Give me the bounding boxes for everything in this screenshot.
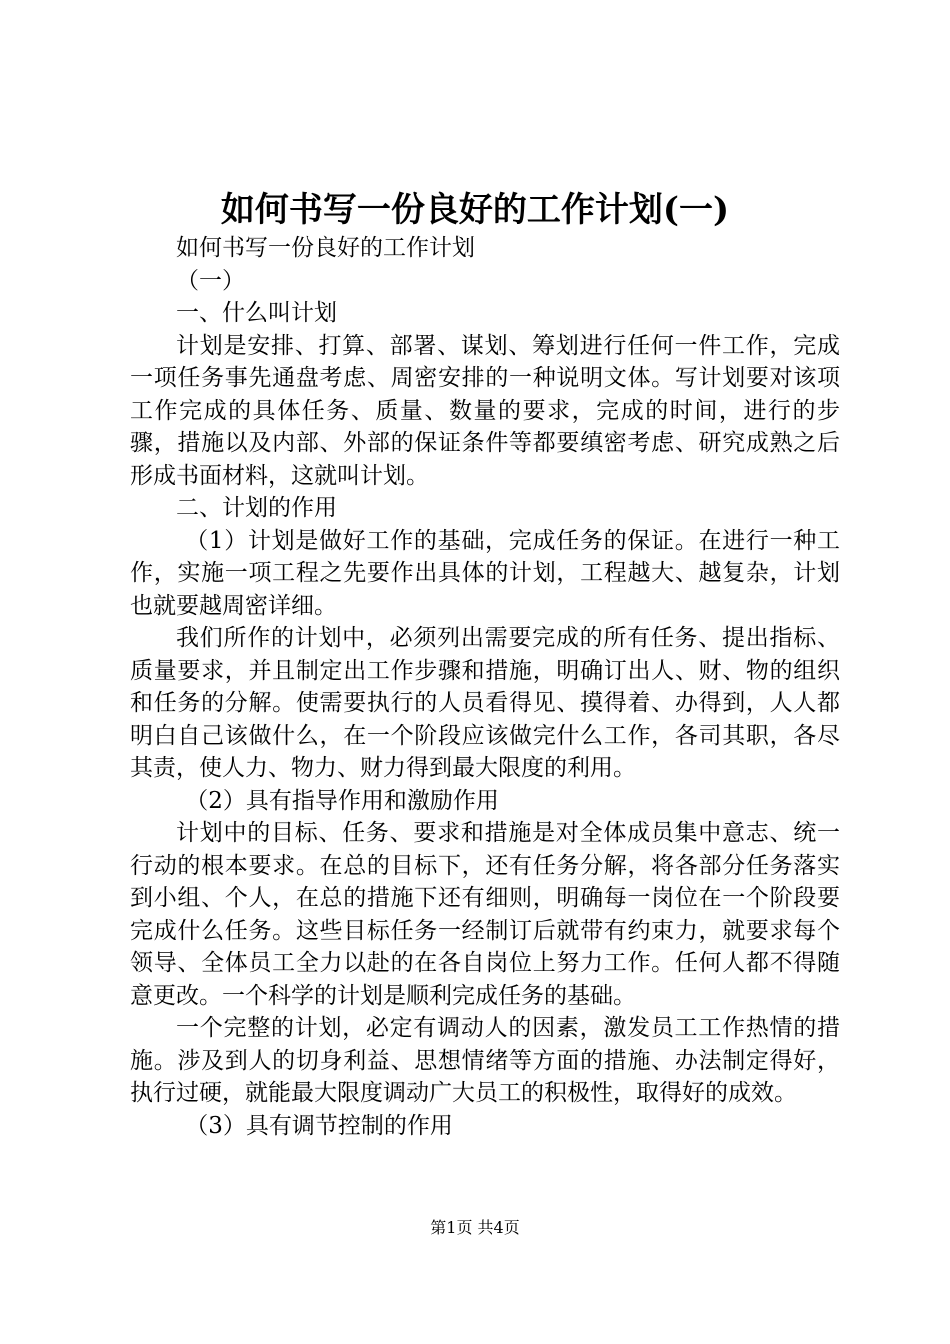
paragraph: 二、计划的作用 <box>176 495 337 521</box>
paragraph: 一、什么叫计划 <box>176 300 337 326</box>
paragraph: 一个完整的计划，必定有调动人的因素，激发员工工作热情的措施。涉及到人的切身利益、思想情绪等方面的措施、办法制定得好，执行过硬，就能最大限度调动广大员工的积极性，取得好的成效。 <box>130 1015 840 1106</box>
paragraph: 计划中的目标、任务、要求和措施是对全体成员集中意志、统一行动的根本要求。在总的目标下，还有任务分解，将各部分任务落实到小组、个人，在总的措施下还有细则，明确每一岗位在一个阶段要完成什么任务。这些目标任务一经制订后就带有约束力，就要求每个领导、全体员工全力以赴的在各自岗位上努力工作。任何人都不得随意更改。一个科学的计划是顺利完成任务的基础。 <box>130 820 840 1009</box>
paragraph: （2）具有指导作用和激励作用 <box>185 787 499 814</box>
paragraph: 计划是安排、打算、部署、谋划、筹划进行任何一件工作，完成一项任务事先通盘考虑、周密安排的一种说明文体。写计划要对该项工作完成的具体任务、质量、数量的要求，完成的时间，进行的步骤，措施以及内部、外部的保证条件等都要缜密考虑、研究成熟之后形成书面材料，这就叫计划。 <box>130 332 840 489</box>
paragraph: （3）具有调节控制的作用 <box>185 1112 453 1139</box>
document-body <box>130 232 840 1142</box>
paragraph: （1）计划是做好工作的基础，完成任务的保证。在进行一种工作，实施一项工程之先要作出具体的计划，工程越大、越复杂，计划也就要越周密详细。 <box>130 527 840 619</box>
page-footer: 第1页 共4页 <box>430 1218 520 1237</box>
paragraph: 如何书写一份良好的工作计划 <box>176 235 475 261</box>
document-title: 如何书写一份良好的工作计划(一) <box>220 190 730 230</box>
paragraph: 我们所作的计划中，必须列出需要完成的所有任务、提出指标、质量要求，并且制定出工作步骤和措施，明确订出人、财、物的组织和任务的分解。使需要执行的人员看得见、摸得着、办得到，人人都明白自己该做什么，在一个阶段应该做完什么工作，各司其职，各尽其责，使人力、物力、财力得到最大限度的利用。 <box>130 625 840 781</box>
paragraph: （一） <box>176 267 245 294</box>
